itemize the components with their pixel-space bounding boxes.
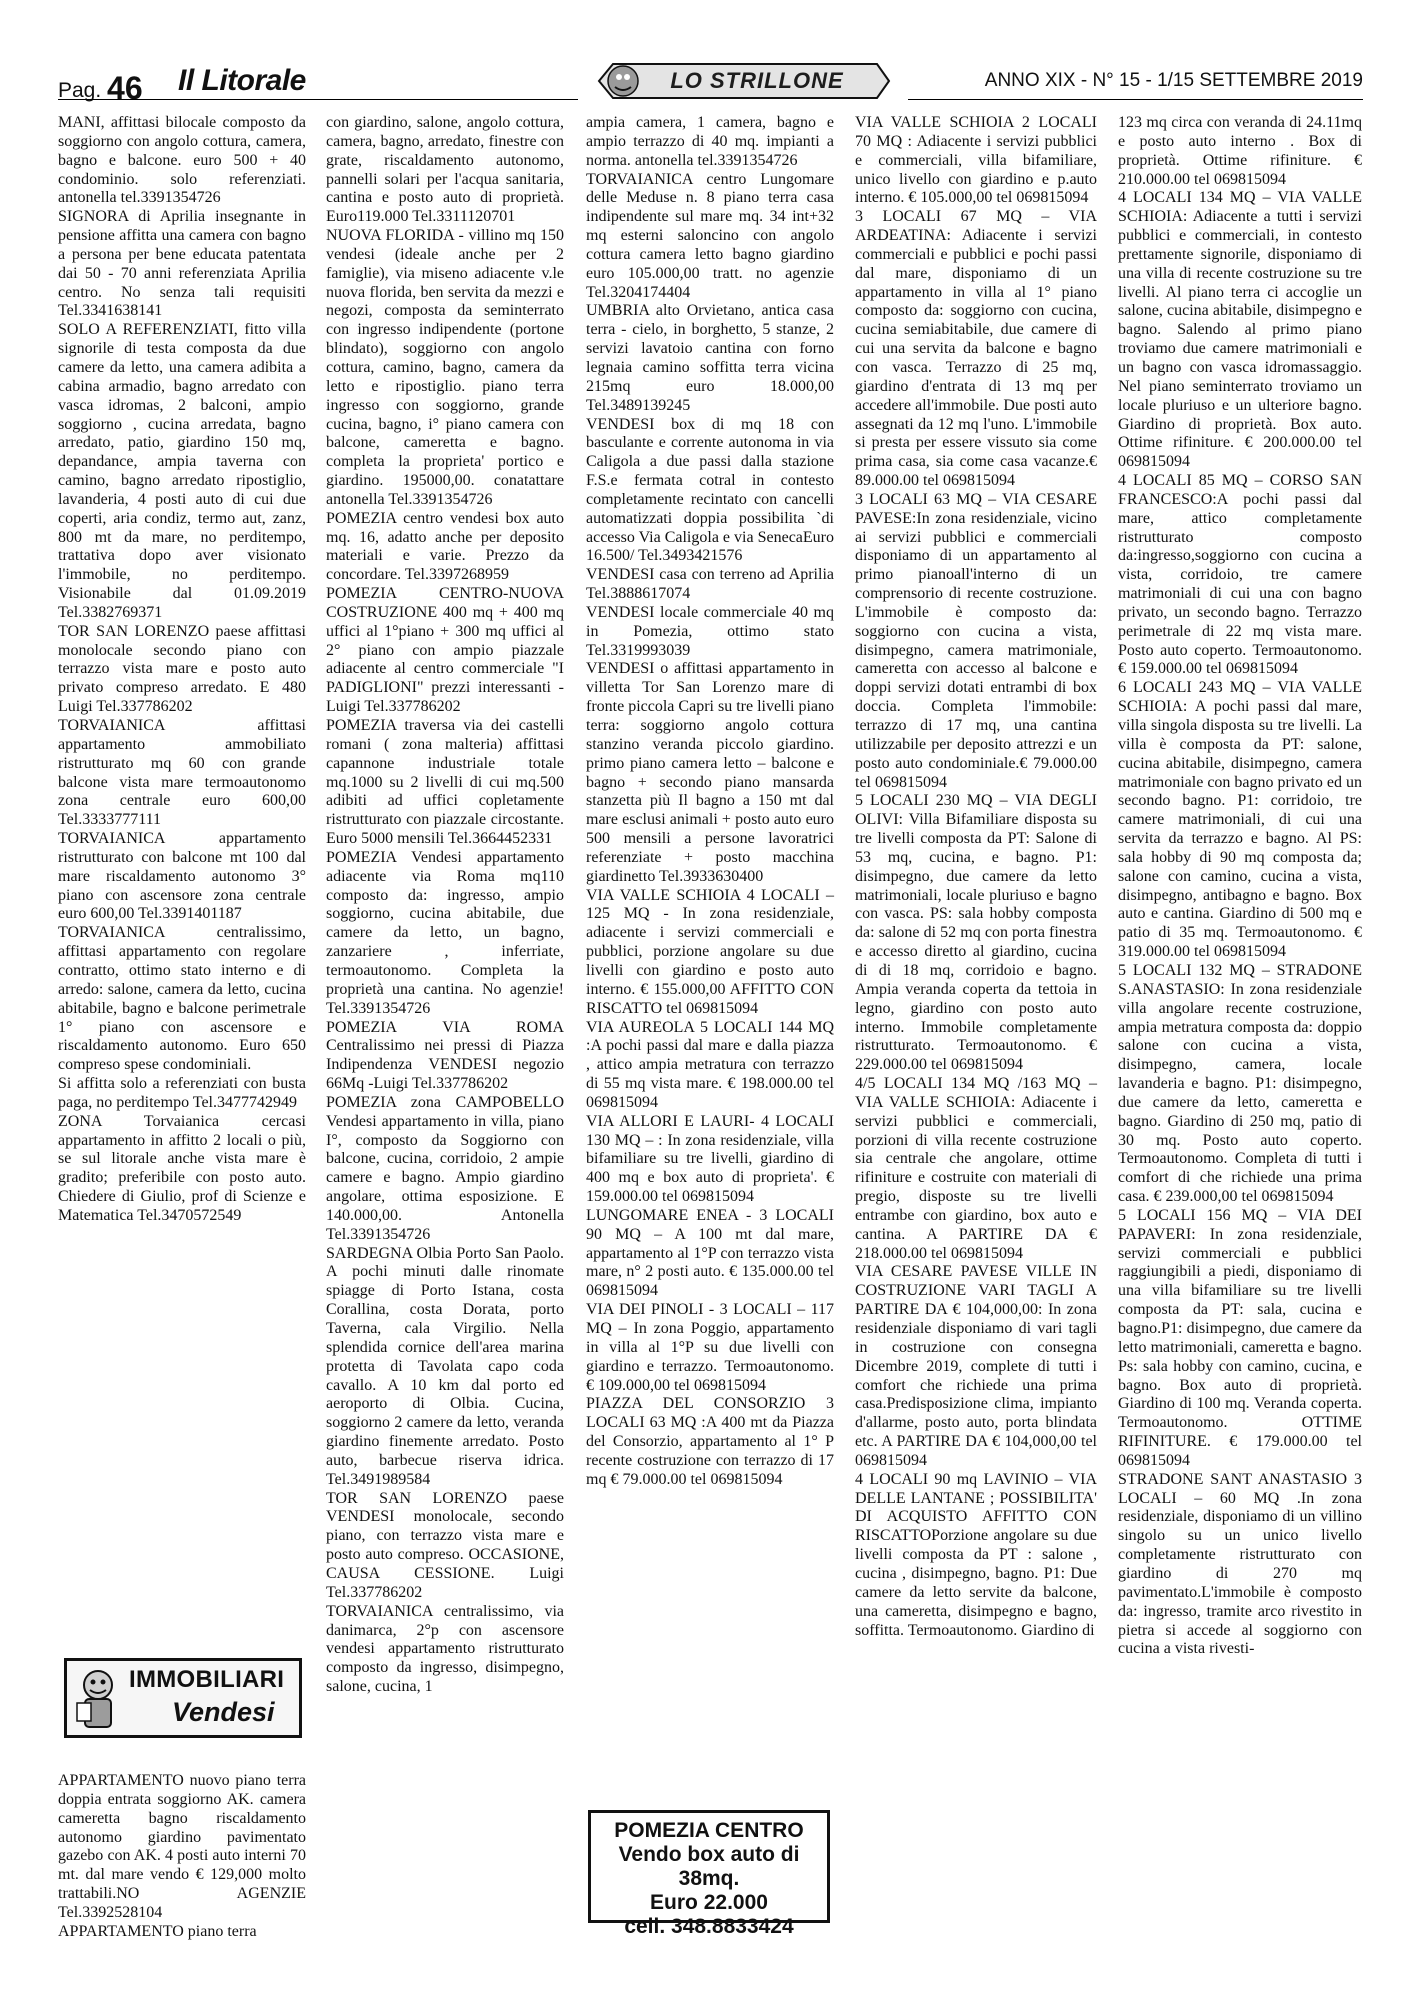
classified-ad: VENDESI o affittasi appartamento in villetta Tor San Lorenzo mare di fronte piccola Capri su tre livelli piano terra: soggiorno angolo cottura stanzino veranda piccolo giardino. primo piano camera letto – balcone e bagno + secondo piano mansarda stanzetta più Il bagno a 150 mt dal mare esclusi animali + posto auto euro 500 mensili a persone lavoratrici referenziate + posto macchina giardinetto Tel.3933630400 (586, 660, 834, 885)
page-header (58, 60, 1363, 106)
mascot-icon (71, 1665, 125, 1731)
classified-ad: PIAZZA DEL CONSORZIO 3 LOCALI 63 MQ :A 400 mt da Piazza del Consorzio, appartamento al 1° P recente costruzione con terrazzo di 17 mq € 79.000.00 tel 069815094 (586, 1395, 834, 1488)
box-ad-phone: cell. 348.8833424 (624, 1915, 794, 1938)
classified-ad: VIA VALLE SCHIOIA 4 LOCALI – 125 MQ - In zona residenziale, adiacente i servizi commerciali e pubblici, porzione angolare su due livelli con giardino e posto auto interno. € 155.000,00 AFFITTO CON RISCATTO tel 069815094 (586, 886, 834, 1017)
immobiliari-vendesi-banner (64, 1658, 302, 1738)
classified-ad: VIA VALLE SCHIOIA 2 LOCALI 70 MQ : Adiacente i servizi pubblici e commerciali, villa bifamiliare, unico livello con giardino e p.auto interno. € 105.000,00 tel 069815094 (855, 114, 1097, 207)
classified-ad: TORVAIANICA centro Lungomare delle Meduse n. 8 piano terra casa indipendente sul mare mq. 34 int+32 mq esterni saloncino con angolo cottura camera letto bagno giardino euro 105.000,00 tratt. no agenzie Tel.3204174404 (586, 170, 834, 301)
classified-ad: 5 LOCALI 132 MQ – STRADONE S.ANASTASIO: In zona residenziale villa angolare recente costruzione, ampia metratura composta da: doppio salone con cucina a vista, disimpegno, camera, locale lavanderia e bagno. P1: disimpegno, due camere da letto, cameretta e bagno. Giardino di 250 mq, patio di 30 mq. Posto auto coperto. Termoautonomo. Completa di tutti i comfort di che richiede una prima casa. € 239.000,00 tel 069815094 (1118, 961, 1362, 1206)
classified-ad: TORVAIANICA affittasi appartamento ammobiliato ristrutturato mq 60 con grande balcone vista mare termoautonomo zona centrale euro 600,00 Tel.3333777111 (58, 717, 306, 829)
classified-ad: VIA AUREOLA 5 LOCALI 144 MQ :A pochi passi dal mare e dalla piazza , attico ampia metratura con terrazzo di 55 mq vista mare. € 198.000.00 tel 069815094 (586, 1018, 834, 1111)
classified-ad: SOLO A REFERENZIATI, fitto villa signorile di testa composta da due camere da letto, una camera adibita a cabina armadio, bagno arredato con vasca idromas, 2 balconi, ampio soggiorno , cucina arredata, bagno arredato, patio, giardino 150 mq, depandance, ampia taverna con camino, bagno arredato ripostiglio, lavanderia, 4 posti auto di cui due coperti, aria condiz, termo aut, zanz, 800 mt da mare, no perditempo, trattativa dopo aver visionato l'immobile, no perditempo. Visionabile dal 01.09.2019 Tel.3382769371 (58, 321, 306, 621)
classified-ad: 123 mq circa con veranda di 24.11mq e posto auto interno . Box di proprietà. Ottime rifiniture. € 210.000.00 tel 069815094 (1118, 114, 1362, 188)
box-ad-description: Vendo box auto di 38mq. (618, 1843, 800, 1890)
classified-ad: VENDESI casa con terreno ad Aprilia Tel.3888617074 (586, 566, 834, 603)
classified-ad: VIA CESARE PAVESE VILLE IN COSTRUZIONE VARI TAGLI A PARTIRE DA € 104,000,00: In zona residenziale disponiamo di vari tagli in costruzione con consegna Dicembre 2019, complete di tutti i comfort che richiede una prima casa.Predisposizione clima, impianto d'allarme, posto auto, porta blindata etc. A PARTIRE DA € 104,000,00 tel 069815094 (855, 1263, 1097, 1469)
classified-ad: 5 LOCALI 156 MQ – VIA DEI PAPAVERI: In zona residenziale, servizi commerciali e pubblici raggiungibili a piedi, disponiamo di una villa bifamiliare su tre livelli composta da PT: sala, cucina e bagno.P1: disimpegno, due camere da letto matrimoniali, cameretta e bagno. Ps: sala hobby con camino, cucina, e bagno. Box auto di proprietà. Giardino di 100 mq. Veranda coperta. Termoautonomo. OTTIME RIFINITURE. € 179.000.00 tel 069815094 (1118, 1206, 1362, 1469)
column-1 (58, 114, 306, 1226)
classified-ad: VENDESI box di mq 18 con basculante e corrente autonoma in via Caligola a due passi dalla stazione F.S.e fermata cotral in contesto completamente recintato con cancelli automatizzati doppia possibilita `di accesso Via Caligola e via SenecaEuro 16.500/ Tel.3493421576 (586, 415, 834, 565)
classified-ad: APPARTAMENTO piano terra (58, 1922, 257, 1940)
classified-ad: 5 LOCALI 230 MQ – VIA DEGLI OLIVI: Villa Bifamiliare disposta su tre livelli composta da PT: Salone di 53 mq, cucina, e bagno. P1: disimpegno, due camere da letto matrimoniali, locale pluriuso e bagno con vasca. PS: sala hobby composta da: salone di 52 mq con porta finestra e accesso diretto al giardino, cucina di di 18 mq, corridoio e bagno. Ampia veranda coperta da tettoia in legno, giardino con posto auto interno. Immobile completamente ristrutturato. Termoautonomo. € 229.000.00 tel 069815094 (855, 792, 1097, 1074)
classified-ad: POMEZIA Vendesi appartamento adiacente via Roma mq110 composto da: ingresso, ampio soggiorno, cucina abitabile, due camere da letto, un bagno, zanzariere , inferriate, termoautonomo. Completa la proprietà una cantina. No agenzie! Tel.3391354726 (326, 848, 564, 1017)
classified-ad: 4 LOCALI 85 MQ – CORSO SAN FRANCESCO:A pochi passi dal mare, attico completamente ristrutturato composto da:ingresso,soggiorno con cucina a vista, corridoio, tre camere matrimoniali di cui una con bagno privato, un secondo bagno. Terrazzo perimetrale di 22 mq vista mare. Posto auto coperto. Termoautonomo.€ 159.000.00 tel 069815094 (1118, 472, 1362, 678)
classified-ad: POMEZIA centro vendesi box auto mq. 16, adatto anche per deposito materiali e varie. Prezzo da concordare. Tel.3397268959 (326, 509, 564, 584)
classified-ad: SARDEGNA Olbia Porto San Paolo. A pochi minuti dalle rinomate spiagge di Porto Istana, costa Corallina, costa Dorata, porto Taverna, cala Virgilio. Nella splendida cornice dell'area marina protetta di Tavolata capo coda cavallo. A 10 km dal porto ed aeroporto di Olbia. Cucina, soggiorno 2 camere da letto, veranda giardino finemente arredato. Posto auto, barbecue riserva idrica. Tel.3491989584 (326, 1244, 564, 1488)
classified-ad: TOR SAN LORENZO paese VENDESI monolocale, secondo piano, con terrazzo vista mare e posto auto compreso. OCCASIONE, CAUSA CESSIONE. Luigi Tel.337786202 (326, 1489, 564, 1601)
classified-ad: VIA ALLORI E LAURI- 4 LOCALI 130 MQ – : In zona residenziale, villa bifamiliare su tre livelli, giardino di 400 mq e box auto di proprieta'. € 159.000.00 tel 069815094 (586, 1112, 834, 1206)
classified-ad: TORVAIANICA centralissimo, via danimarca, 2°p con ascensore vendesi appartamento ristrutturato composto da ingresso, disimpegno, salone, cucina, 1 (326, 1602, 564, 1696)
classified-ad: POMEZIA zona CAMPOBELLO Vendesi appartamento in villa, piano I°, composto da Soggiorno con balcone, cucina, corridoio, 2 ampie camere e bagno. Ampio giardino angolare, ottima esposizione. E 140.000,00. Antonella Tel.3391354726 (326, 1093, 564, 1243)
classified-ad: VENDESI locale commerciale 40 mq in Pomezia, ottimo stato Tel.3319993039 (586, 603, 834, 659)
classified-ad: 4/5 LOCALI 134 MQ /163 MQ – VIA VALLE SCHIOIA: Adiacente i servizi pubblici e commerciali, porzioni di villa recente costruzione sia centrale che angolare, ottime rifiniture e costruite con materiali di pregio, disposte su tre livelli entrambe con giardino, box auto e cantina. A PARTIRE DA € 218.000.00 tel 069815094 (855, 1075, 1097, 1262)
column-4 (855, 114, 1097, 1640)
column-1-bottom (58, 1772, 306, 1942)
classified-ad: ZONA Torvaianica cercasi appartamento in affitto 2 locali o più, se sul litorale anche vista mare è gradito; preferibile con posto auto. Chiedere di Giulio, prof di Scienze e Matematica Tel.3470572549 (58, 1112, 306, 1224)
classified-ad: POMEZIA VIA ROMA Centralissimo nei pressi di Piazza Indipendenza VENDESI negozio 66Mq -Luigi Tel.337786202 (326, 1018, 564, 1093)
classified-ad: 3 LOCALI 67 MQ – VIA ARDEATINA: Adiacente i servizi commerciali e pubblici e pochi passi dal mare, disponiamo di un appartamento in villa al 1° piano composto da: soggiorno con cucina, cucina semiabitabile, due camere di cui una servita da balcone e bagno con vasca. Terrazzo di 25 mq, giardino d'entrata di 13 mq per accedere all'immobile. Due posti auto assegnati da 12 mq l'uno. L'immobile si presta per essere vissuto sia come prima casa, sia come casa vacanze.€ 89.000.00 tel 069815094 (855, 208, 1097, 490)
classified-ad: POMEZIA CENTRO-NUOVA COSTRUZIONE 400 mq + 400 mq uffici al 1°piano + 300 mq uffici al 2° piano con ampio piazzale adiacente al centro commerciale "I PADIGLIONI" prezzi interessanti -Luigi Tel.337786202 (326, 585, 564, 716)
newspaper-title: Il Litorale (178, 64, 306, 97)
classified-ad: VIA DEI PINOLI - 3 LOCALI – 117 MQ – In zona Poggio, appartamento in villa al 1°P su due livelli con giardino e terrazzo. Termoautonomo. € 109.000,00 tel 069815094 (586, 1301, 834, 1394)
classified-ad: con giardino, salone, angolo cottura, camera, bagno, arredato, finestre con grate, riscaldamento autonomo, pannelli solari per l'acqua sanitaria, cantina e posto auto di proprietà. Euro119.000 Tel.3311120701 (326, 114, 564, 226)
column-5 (1118, 114, 1362, 1659)
pomezia-box-ad (588, 1810, 830, 1938)
issue-info: ANNO XIX - N° 15 - 1/15 SETTEMBRE 2019 (984, 70, 1363, 91)
column-3 (586, 114, 834, 1490)
classified-ad: LUNGOMARE ENEA - 3 LOCALI 90 MQ – A 100 mt dal mare, appartamento al 1°P con terrazzo vista mare, n° 2 posti auto. € 135.000.00 tel 069815094 (586, 1206, 834, 1300)
classified-ad: SIGNORA di Aprilia insegnante in pensione affitta una camera con bagno a persona per bene educata patentata dai 50 - 70 anni referenziata Aprilia centro. No senza tali requisiti Tel.3341638141 (58, 208, 306, 320)
classified-ad: 6 LOCALI 243 MQ – VIA VALLE SCHIOIA: A pochi passi dal mare, villa singola disposta su tre livelli. La villa è composta da PT: salone, cucina abitabile, disimpegno, camera matrimoniale con bagno privato ed un secondo bagno. P1: corridoio, tre camere matrimoniali, di cui una servita da terrazzo e bagno. Al PS: sala hobby di 90 mq composta da; salone con camino, cucina a vista, disimpegno, antibagno e bagno. Box auto e cantina. Giardino di 500 mq e patio di 35 mq. Termoautonomo. € 319.000.00 tel 069815094 (1118, 679, 1362, 961)
banner-subtitle: Vendesi (172, 1697, 275, 1727)
classified-ad: TOR SAN LORENZO paese affittasi monolocale secondo piano con terrazzo vista mare e posto auto privato compreso arredato. E 480 Luigi Tel.337786202 (58, 622, 306, 716)
header-rule-left (58, 99, 578, 100)
pag-label: Pag. (58, 79, 102, 102)
classified-ad: MANI, affittasi bilocale composto da soggiorno con angolo cottura, camera, bagno e balcone. euro 500 + 40 condominio. solo referenziati. antonella tel.3391354726 (58, 114, 306, 207)
classified-ad: STRADONE SANT ANASTASIO 3 LOCALI – 60 MQ .In zona residenziale, disponiamo di un villino singolo su un unico livello completamente ristrutturato con giardino di 270 mq pavimentato.L'immobile è composto da: ingresso, tramite arco rivestito in pietra si accede al soggiorno con cucina a vista rivesti- (1118, 1470, 1362, 1658)
classified-ad: ampia camera, 1 camera, bagno e ampio terrazzo di 40 mq. impianti a norma. antonella tel.3391354726 (586, 114, 834, 169)
banner-title: IMMOBILIARI (129, 1666, 285, 1693)
classified-ad: TORVAIANICA appartamento ristrutturato con balcone mt 100 dal mare riscaldamento autonomo 3° piano con ascensore zona centrale euro 600,00 Tel.3391401187 (58, 830, 306, 923)
column-2 (326, 114, 564, 1697)
classified-ad: 4 LOCALI 90 mq LAVINIO – VIA DELLE LANTANE ; POSSIBILITA' DI ACQUISTO AFFITTO CON RISCATTOPorzione angolare su due livelli composta da PT : salone , cucina , disimpegno, bagno. P1: Due camere da letto servite da balcone, una cameretta, disimpegno e bagno, soffitta. Termoautonomo. Giardino di (855, 1470, 1097, 1639)
header-rule-right (908, 99, 1363, 100)
classified-ad: POMEZIA traversa via dei castelli romani ( zona malteria) affittasi capannone industriale totale mq.1000 su 2 livelli di cui mq.500 adibiti ad uffici copletamente ristrutturato con piazzale circostante. Euro 5000 mensili Tel.3664452331 (326, 717, 564, 848)
lo-strillone-logo (593, 60, 893, 102)
page-number: 46 (107, 70, 143, 106)
classified-ad: TORVAIANICA centralissimo, affittasi appartamento con regolare contratto, ottimo stato interno e di arredo: salone, camera da letto, cucina abitabile, bagno e balcone perimetrale 1° piano con ascensore e riscaldamento autonomo. Euro 650 compreso spese condominiali. (58, 924, 306, 1074)
classified-ad: 4 LOCALI 134 MQ – VIA VALLE SCHIOIA: Adiacente a tutti i servizi pubblici e commerciali, in contesto prettamente signorile, disponiamo di una villa di recente costruzione su tre livelli. Al piano terra ci accoglie un salone, cucina abitabile, disimpegno e bagno. Salendo al primo piano troviamo due camere matrimoniali e un bagno con vasca idromassaggio. Nel piano seminterrato troviamo un locale pluriuso e un ulteriore bagno. Giardino di proprietà. Box auto. Ottime rifiniture. € 200.000.00 tel 069815094 (1118, 189, 1362, 471)
classified-ad: 3 LOCALI 63 MQ – VIA CESARE PAVESE:In zona residenziale, vicino ai servizi pubblici e commerciali disponiamo di un appartamento al primo pianoall'interno di un comprensorio di recente costruzione. L'immobile è composto da: soggiorno con cucina a vista, disimpegno, camera matrimoniale, cameretta con accesso al balcone e doppi servizi dotati entrambi di box doccia. Completa l'immobile: terrazzo di 17 mq, una cantina utilizzabile per deposito attrezzi e un posto auto condominiale.€ 79.000.00 tel 069815094 (855, 490, 1097, 791)
logo-text: LO STRILLONE (670, 68, 844, 93)
box-ad-title: POMEZIA CENTRO (614, 1819, 804, 1842)
classified-ad: NUOVA FLORIDA - villino mq 150 vendesi (ideale anche per 2 famiglie), via miseno adiacente v.le nuova florida, ben servita da mezzi e negozi, composta da seminterrato con ingresso indipendente (portone blindato), soggiorno con angolo cottura, camino, bagno, camera da letto e ripostiglio. piano terra ingresso con soggiorno, grande cucina, bagno, i° piano camera con balcone, cameretta e bagno. completa la proprieta' portico e giardino. 195000,00. conatattare antonella Tel.3391354726 (326, 227, 564, 508)
classified-ad: APPARTAMENTO nuovo piano terra doppia entrata soggiorno AK. camera cameretta bagno riscaldamento autonomo giardino pavimentato gazebo con AK. 4 posti auto interni 70 mt. dal mare vendo € 129,000 molto trattabili.NO AGENZIE Tel.3392528104 (58, 1772, 306, 1921)
box-ad-price: Euro 22.000 (650, 1891, 768, 1914)
classified-ad: Si affitta solo a referenziati con busta paga, no perditempo Tel.3477742949 (58, 1075, 306, 1111)
classified-ad: UMBRIA alto Orvietano, antica casa terra - cielo, in borghetto, 5 stanze, 2 servizi lavatoio cantina con forno legnaia camino soffitta terra vicina 215mq euro 18.000,00 Tel.3489139245 (586, 302, 834, 414)
